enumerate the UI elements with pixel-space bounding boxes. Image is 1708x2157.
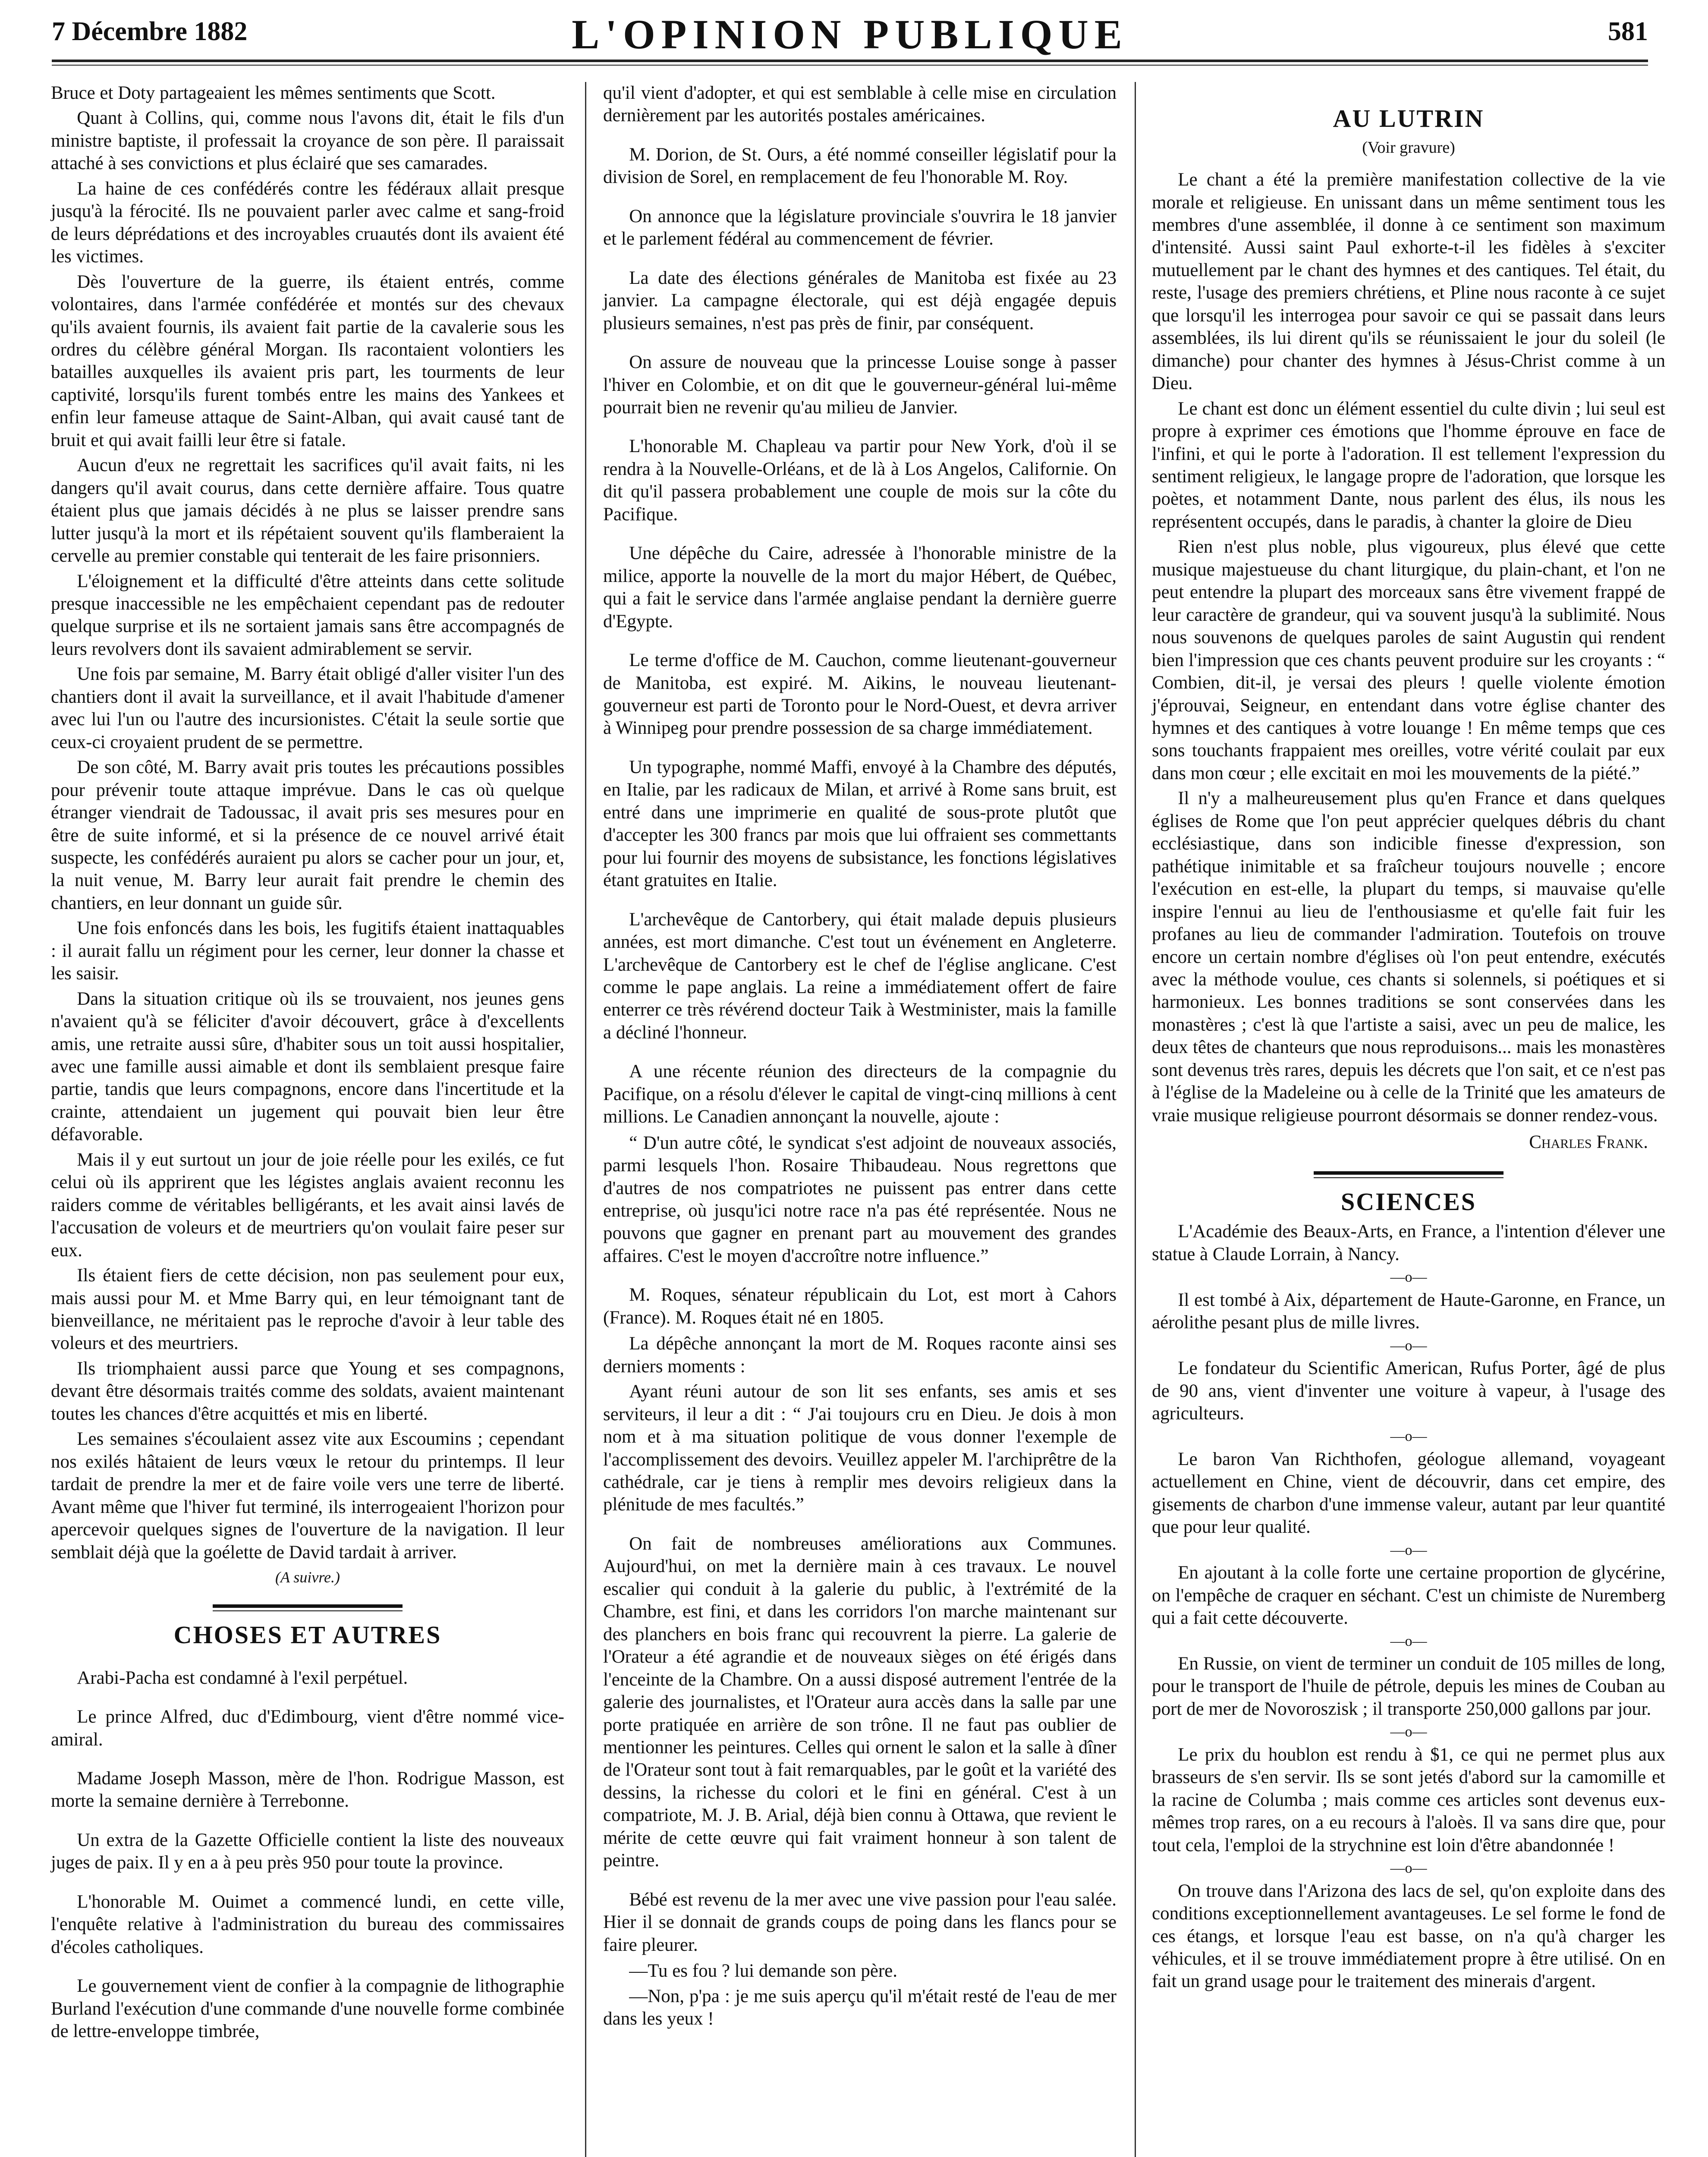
- column-divider-1: [585, 82, 586, 2157]
- news-item: L'honorable M. Ouimet a commencé lundi, en cette ville, l'enquête relative à l'administration du bureau des commissaires d'écoles catholiques.: [51, 1891, 564, 1957]
- newspaper-title: L'OPINION PUBLIQUE: [572, 11, 1128, 57]
- news-item: M. Roques, sénateur républicain du Lot, est mort à Cahors (France). M. Roques était né en 1805.: [603, 1285, 1117, 1328]
- paragraph: Il n'y a malheureusement plus qu'en France et dans quelques églises de Rome que l'on peut apprécier quelques débris du chant ecclésiastique, dans son indicible finesse d'expression, son pathétique inimitable et sa fraîcheur toujours nouvelle ; encore l'exécution en est-elle, la plupart du temps, si mauvaise qu'elle inspire l'ennui au lieu de l'enthousiasme et qu'elle fait fuir les profanes au lieu de commander l'admiration. Toutefois on trouve encore un certain nombre d'églises où l'on peut entendre, exécutés avec la méthode voulue, ces chants si solennels, si poétiques et si harmonieux. Les bonnes traditions se sont conservées dans les monastères ; c'est là que l'artiste a saisi, avec un peu de malice, les deux têtes de chanteurs que nous reproduisons... mais les monastères sont devenus très rares, depuis les décrets que l'on sait, et ce n'est pas à l'église de la Madeleine ou à celle de la Trinité que les amateurs de vraie musique religieuse pourront désormais se donner rendez-vous.: [1152, 788, 1665, 1126]
- news-item: Le terme d'office de M. Cauchon, comme lieutenant-gouverneur de Manitoba, est expiré. M. Aikins, le nouveau lieutenant-gouverneur est parti de Toronto pour le Nord-Ouest, et devra arriver à Winnipeg pour prendre possession de sa charge immédiatement.: [603, 650, 1117, 739]
- news-item: Madame Joseph Masson, mère de l'hon. Rodrigue Masson, est morte la semaine dernière à Terrebonne.: [51, 1768, 564, 1811]
- masthead-rule-thin: [52, 65, 1648, 66]
- section-rule: [1314, 1171, 1504, 1178]
- au-lutrin-heading: AU LUTRIN: [1333, 104, 1485, 132]
- news-item: Bébé est revenu de la mer avec une vive passion pour l'eau salée. Hier il se donnait de grands coups de poing dans les flancs pour se faire pleurer.: [603, 1889, 1117, 1955]
- paragraph: Mais il y eut surtout un jour de joie réelle pour les exilés, ce fut celui où ils apprirent que les légistes anglais avaient reconnu les raiders comme de véritables belligérants, et les avait ainsi lavés de l'accusation de voleurs et de meurtriers qu'on voulait faire peser sur eux.: [51, 1149, 564, 1261]
- item-separator: —o—: [1390, 1337, 1427, 1354]
- dialogue-line: —Tu es fou ? lui demande son père.: [629, 1961, 897, 1981]
- news-item: La date des élections générales de Manitoba est fixée au 23 janvier. La campagne électorale, qui est déjà engagée depuis plusieurs semaines, n'est pas près de finir, par conséquent.: [603, 267, 1117, 333]
- news-item-quote: “ D'un autre côté, le syndicat s'est adjoint de nouveaux associés, parmi lesquels l'hon. Rosaire Thibaudeau. Nous regrettons que d'autres de nos compatriotes ne puissent pas entrer dans cette entreprise, où jusqu'ici notre race n'a pas été représentée. Nous ne pouvons que gagner en prenant part au mouvement des grandes affaires. C'est le moyen d'accroître notre influence.”: [603, 1132, 1117, 1266]
- au-lutrin-subheading: (Voir gravure): [1362, 138, 1455, 157]
- paragraph: Ils étaient fiers de cette décision, non pas seulement pour eux, mais aussi pour M. et Mme Barry qui, en leur témoignant tant de bienveillance, ne méritaient pas le reproche d'avoir à leur table des voleurs et des meurtriers.: [51, 1265, 564, 1354]
- news-item-quote: Ayant réuni autour de son lit ses enfants, ses amis et ses serviteurs, il leur a dit : “ J'ai toujours cru en Dieu. Je dois à mon nom et à ma situation politique de vous donner l'exemple de l'accomplissement des devoirs. Veuillez appeler M. l'archiprêtre de la cathédrale, car je tiens à remplir mes devoirs religieux dans la plénitude de mes facultés.”: [603, 1381, 1117, 1515]
- dialogue-line: —Non, p'pa : je me suis aperçu qu'il m'était resté de l'eau de mer dans les yeux !: [603, 1986, 1117, 2029]
- science-item: On trouve dans l'Arizona des lacs de sel, qu'on exploite dans des conditions exceptionnellement avantageuses. Le sel forme le fond de ces étangs, et lorsque l'eau est basse, on n'a qu'à charger les véhicules, et il se trouve immédiatement propre à être utilisé. On en fait un grand usage pour le traitement des minerais d'argent.: [1152, 1880, 1665, 1992]
- paragraph: Le chant a été la première manifestation collective de la vie morale et religieuse. En unissant dans un même sentiment tous les membres d'une assemblée, il donne à ce sentiment son maximum d'intensité. Aussi saint Paul exhorte-t-il les fidèles à s'exciter mutuellement par le chant des hymnes et des cantiques. Tel était, du reste, l'usage des premiers chrétiens, et Pline nous raconte à ce sujet que lorsqu'il les interrogea pour savoir ce qui se passait dans leurs assemblées, ils lui dirent qu'ils se réunissaient le jour du soleil (le dimanche) pour chanter des hymnes à Jésus-Christ comme à un Dieu.: [1152, 170, 1665, 394]
- science-item: En ajoutant à la colle forte une certaine proportion de glycérine, on l'empêche de craquer en séchant. C'est un chimiste de Nuremberg qui a fait cette découverte.: [1152, 1563, 1665, 1629]
- science-item: Il est tombé à Aix, département de Haute-Garonne, en France, un aérolithe pesant plus de mille livres.: [1152, 1289, 1665, 1333]
- paragraph: Bruce et Doty partageaient les mêmes sentiments que Scott.: [51, 83, 496, 103]
- news-item: On annonce que la législature provinciale s'ouvrira le 18 janvier et le parlement fédéral au commencement de février.: [603, 206, 1117, 249]
- item-separator: —o—: [1390, 1633, 1427, 1649]
- science-item: Le prix du houblon est rendu à $1, ce qui ne permet plus aux brasseurs de s'en servir. Ils se sont jetés d'abord sur la camomille et la racine de Columba ; mais comme ces articles sont devenus eux-mêmes trop rares, on a eu recours à l'aloès. Il va sans dire que, pour tout cela, l'emploi de la strychnine est loin d'être abandonnée !: [1152, 1744, 1665, 1855]
- news-item: On assure de nouveau que la princesse Louise songe à passer l'hiver en Colombie, et on dit que le gouverneur-général lui-même pourrait bien ne revenir qu'au milieu de Janvier.: [603, 352, 1117, 418]
- paragraph: Les semaines s'écoulaient assez vite aux Escoumins ; cependant nos exilés hâtaient de leurs vœux le retour du printemps. Il leur tardait de prendre la mer et de faire voile vers une terre de liberté. Avant même que l'hiver fut terminé, ils interrogeaient l'horizon pour apercevoir quelques signes de l'ouverture de la navigation. Il leur semblait déjà que la goélette de David tardait à arriver.: [51, 1429, 564, 1563]
- column-divider-2: [1135, 82, 1136, 2157]
- item-separator: —o—: [1390, 1269, 1427, 1286]
- paragraph: Rien n'est plus noble, plus vigoureux, plus élevé que cette musique majestueuse du chant liturgique, du plain-chant, et l'on ne peut entendre la plupart des morceaux sans être vivement frappé de leur caractère de grandeur, qui va souvent jusqu'à la sublimité. Nous nous souvenons de quelques paroles de saint Augustin qui rendent bien l'impression que ces chants peuvent produire sur les croyants : “ Combien, dit-il, je versai des pleurs ! quelle violente émotion j'éprouvai, Seigneur, en entendant dans votre église chanter des hymnes et des cantiques à votre louange ! En même temps que ces sons touchants frappaient mes oreilles, votre vérité coulait par eux dans mon cœur ; elle excitait en moi les mouvements de la piété.”: [1152, 537, 1665, 783]
- news-item: M. Dorion, de St. Ours, a été nommé conseiller législatif pour la division de Sorel, en remplacement de feu l'honorable M. Roy.: [603, 144, 1117, 188]
- item-separator: —o—: [1390, 1724, 1427, 1740]
- news-item: Arabi-Pacha est condamné à l'exil perpétuel.: [77, 1667, 408, 1688]
- column-1: [51, 82, 564, 2047]
- paragraph: Une fois par semaine, M. Barry était obligé d'aller visiter l'un des chantiers dont il avait la surveillance, et il avait l'habitude d'amener avec lui l'un ou l'autre des incursionistes. C'était la seule sortie que ceux-ci croyaient prudent de se permettre.: [51, 664, 564, 752]
- issue-date: 7 Décembre 1882: [52, 17, 248, 46]
- news-item: L'honorable M. Chapleau va partir pour New York, d'où il se rendra à la Nouvelle-Orléans, et de là à Los Angelos, Californie. On dit qu'il passera probablement une couple de mois sur la côte du Pacifique.: [603, 436, 1117, 525]
- news-item: Le prince Alfred, duc d'Edimbourg, vient d'être nommé vice-amiral.: [51, 1707, 564, 1750]
- paragraph: De son côté, M. Barry avait pris toutes les précautions possibles pour prévenir toute attaque imprévue. Dans le cas où quelque étranger viendrait de Tadoussac, il avait pris ses mesures pour en être de suite informé, et si la présence de ce nouvel arrivé était suspecte, les confédérés auraient pu alors se cacher pour un jour, et, la nuit venue, M. Barry leur aurait fait prendre le chemin des chantiers, en leur donnant un guide sûr.: [51, 757, 564, 913]
- masthead-rule-thick: [52, 60, 1648, 62]
- news-item: Un typographe, nommé Maffi, envoyé à la Chambre des députés, en Italie, par les radicaux de Milan, et arrivé à Rome sans bruit, est entré dans une imprimerie en qualité de sous-prote plutôt que d'accepter les 300 francs par mois que lui offraient ses commettants pour lui fournir des moyens de subsistance, les fonctions législatives étant gratuites en Italie.: [603, 757, 1117, 891]
- science-item: Le fondateur du Scientific American, Rufus Porter, âgé de plus de 90 ans, vient d'inventer une voiture à vapeur, à l'usage des agriculteurs.: [1152, 1358, 1665, 1424]
- paragraph: Quant à Collins, qui, comme nous l'avons dit, était le fils d'un ministre baptiste, il professait la croyance de son père. Il paraissait attaché à ses convictions et plus éclairé que ses camarades.: [51, 108, 564, 174]
- news-item: Une dépêche du Caire, adressée à l'honorable ministre de la milice, apporte la nouvelle de la mort du major Hébert, de Québec, qui a fait le service dans l'armée anglaise pendant la dernière guerre d'Egypte.: [603, 543, 1117, 632]
- masthead: [52, 9, 1648, 56]
- paragraph: Une fois enfoncés dans les bois, les fugitifs étaient inattaquables : il aurait fallu un régiment pour les cerner, leur donner la chasse et les saisir.: [51, 918, 564, 984]
- author-signature: Charles Frank.: [1529, 1132, 1648, 1153]
- paragraph: Dès l'ouverture de la guerre, ils étaient entrés, comme volontaires, dans l'armée confédérée et montés sur des chevaux qu'ils avaient fournis, ils avaient fait partie de la cavalerie sous les ordres du célèbre général Morgan. Ils racontaient volontiers les batailles auxquelles ils avaient pris part, les tourments de leur captivité, lorsqu'ils furent tombés entre les mains des Yankees et enfin leur fameuse attaque de Saint-Alban, qui avait causé tant de bruit et qui avait failli leur être si fatale.: [51, 271, 564, 450]
- paragraph: La haine de ces confédérés contre les fédéraux allait presque jusqu'à la férocité. Ils ne pouvaient parler avec calme et sang-froid de leurs déprédations et des incroyables cruautés dont ils avaient été les victimes.: [51, 178, 564, 267]
- paragraph: L'éloignement et la difficulté d'être atteints dans cette solitude presque inaccessible ne les empêchaient cependant pas de redouter quelque surprise et ils ne sortaient jamais sans être accompagnés de leurs revolvers dont ils savaient admirablement se servir.: [51, 571, 564, 659]
- science-item: L'Académie des Beaux-Arts, en France, a l'intention d'élever une statue à Claude Lorrain, à Nancy.: [1152, 1221, 1665, 1264]
- science-item: Le baron Van Richthofen, géologue allemand, voyageant actuellement en Chine, vient de découvrir, dans cet empire, des gisements de charbon d'une immense valeur, autant par leur quantité que pour leur qualité.: [1152, 1449, 1665, 1538]
- paragraph: Ils triomphaient aussi parce que Young et ses compagnons, devant être désormais traités comme des soldats, avaient maintenant toutes les chances d'être acquittés et mis en liberté.: [51, 1358, 564, 1424]
- choses-et-autres-heading: CHOSES ET AUTRES: [173, 1620, 442, 1649]
- science-item: En Russie, on vient de terminer un conduit de 105 milles de long, pour le transport de l'huile de pétrole, depuis les mines de Couban au port de mer de Novoroszisk ; il transporte 250,000 gallons par jour.: [1152, 1654, 1665, 1719]
- news-item: On fait de nombreuses améliorations aux Communes. Aujourd'hui, on met la dernière main à ces travaux. Le nouvel escalier qui conduit à la galerie du public, à l'extrémité de la Chambre, est fini, et dans les corridors l'on marche maintenant sur des planchers en bois franc qui recouvrent la pierre. La galerie de l'Orateur a été agrandie et de nouveaux sièges on été érigés dans l'enceinte de la Chambre. On a aussi disposé autrement l'entrée de la galerie des journalistes, et l'Orateur aura accès dans la salle par une porte pratiquée en arrière de son trône. Il ne faut pas oublier de mentionner les peintures. Celles qui ornent le salon et la salle à dîner de l'Orateur sont tout à fait remarquables, par le goût et la variété des dessins, la richesse du colori et le fini en général. C'est à un compatriote, M. J. B. Arial, déjà bien connu à Ottawa, que revient le mérite de cette œuvre qui fait vraiment honneur à son talent de peintre.: [603, 1533, 1117, 1871]
- column-3: [1152, 82, 1665, 1996]
- paragraph: Dans la situation critique où ils se trouvaient, nos jeunes gens n'avaient qu'à se féliciter d'avoir découvert, grâce à d'excellents amis, une retraite aussi sûre, d'habiter sous un toit aussi hospitalier, avec une famille aussi aimable et dont ils semblaient presque faire partie, tandis que leurs compagnons, encore dans l'incertitude et la crainte, attendaient un jugement qui pouvait bien leur être défavorable.: [51, 988, 564, 1145]
- column-2: [603, 82, 1117, 2033]
- to-be-continued: (A suivre.): [275, 1569, 340, 1586]
- paragraph: Le chant est donc un élément essentiel du culte divin ; lui seul est propre à exprimer ces émotions que l'homme éprouve en face de l'infini, et qui le porte à l'adoration. Il est tellement l'expression du sentiment religieux, le langage propre de l'adoration, que lorsque les poètes, et notamment Dante, nous parlent des élus, ils nous les représentent occupés, dans le paradis, à chanter la gloire de Dieu: [1152, 398, 1665, 532]
- news-item: Un extra de la Gazette Officielle contient la liste des nouveaux juges de paix. Il y en a à peu près 950 pour toute la province.: [51, 1830, 564, 1873]
- news-item: Le gouvernement vient de confier à la compagnie de lithographie Burland l'exécution d'une commande d'une nouvelle forme combinée de lettre-enveloppe timbrée,: [51, 1976, 564, 2042]
- news-item: qu'il vient d'adopter, et qui est semblable à celle mise en circulation dernièrement par les autorités postales américaines.: [603, 83, 1117, 126]
- news-item: La dépêche annonçant la mort de M. Roques raconte ainsi ses derniers moments :: [603, 1333, 1117, 1377]
- page-number: 581: [1608, 17, 1648, 46]
- paragraph: Aucun d'eux ne regrettait les sacrifices qu'il avait faits, ni les dangers qu'il avait courus, dans cette dernière affaire. Tous quatre étaient plus que jamais décidés à ne plus se laisser prendre sans lutter jusqu'à la mort et ils répétaient souvent qu'ils flamberaient la cervelle au premier constable qui tenterait de les faire prisonniers.: [51, 455, 564, 566]
- news-item: A une récente réunion des directeurs de la compagnie du Pacifique, on a résolu d'élever le capital de vingt-cinq millions à cent millions. Le Canadien annonçant la nouvelle, ajoute :: [603, 1061, 1117, 1127]
- news-item: L'archevêque de Cantorbery, qui était malade depuis plusieurs années, est mort dimanche. C'est tout un événement en Angleterre. L'archevêque de Cantorbery est le chef de l'église anglicane. C'est comme le pape anglais. La reine a immédiatement offert de faire enterrer ce très révérend docteur Taik à Westminister, mais la famille a décliné l'honneur.: [603, 909, 1117, 1043]
- item-separator: —o—: [1390, 1428, 1427, 1445]
- section-rule: [213, 1604, 403, 1611]
- item-separator: —o—: [1390, 1542, 1427, 1558]
- item-separator: —o—: [1390, 1860, 1427, 1877]
- sciences-heading: SCIENCES: [1340, 1187, 1477, 1216]
